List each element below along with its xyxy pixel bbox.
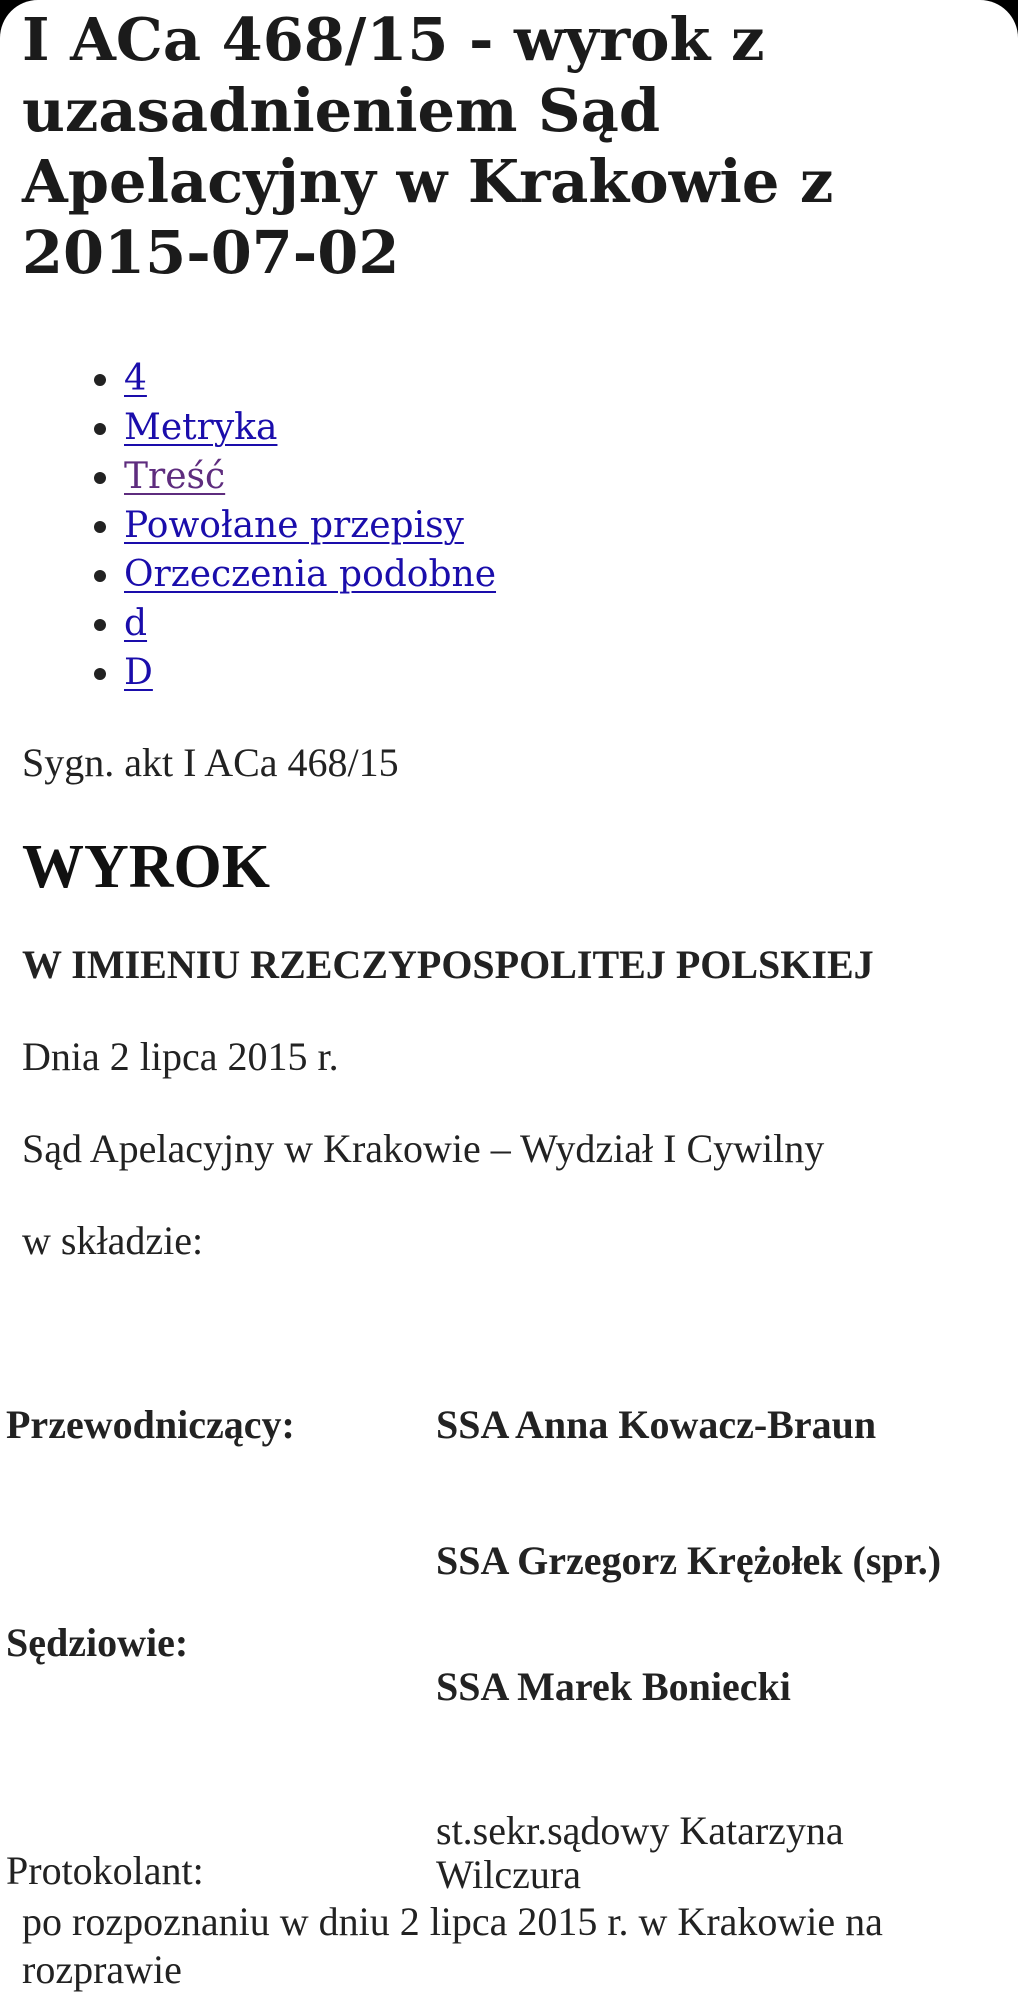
nav-item — [124, 599, 996, 648]
composition-intro: w składzie: — [22, 1218, 204, 1263]
nav-item — [124, 403, 996, 452]
in-name-of-republic: W IMIENIU RZECZYPOSPOLITEJ POLSKIEJ — [22, 942, 874, 987]
nav-link-tresc[interactable]: Treść — [124, 456, 226, 497]
nav-link-4[interactable]: 4 — [124, 358, 147, 399]
nav-link-orzeczenia-podobne[interactable]: Orzeczenia podobne — [124, 554, 497, 595]
nav-item — [124, 354, 996, 403]
nav-link-metryka[interactable]: Metryka — [124, 407, 278, 448]
court-name: Sąd Apelacyjny w Krakowie – Wydział I Cywilny — [22, 1126, 825, 1171]
case-signature: Sygn. akt I ACa 468/15 — [22, 740, 399, 785]
verdict-date: Dnia 2 lipca 2015 r. — [22, 1034, 339, 1079]
verdict-heading: WYROK — [22, 833, 270, 901]
hearing-text: po rozpoznaniu w dniu 2 lipca 2015 r. w Krakowie na rozprawie — [22, 1899, 883, 1992]
nav-link-d-lower[interactable]: d — [124, 603, 148, 644]
clerk-name: st.sekr.sądowy Katarzyna Wilczura — [436, 1808, 844, 1897]
clerk-label: Protokolant: — [6, 1848, 204, 1893]
nav-item — [124, 648, 996, 697]
judge-name: SSA Marek Boniecki — [436, 1664, 791, 1709]
nav-link-d-upper[interactable]: D — [124, 652, 153, 693]
chair-label: Przewodniczący: — [6, 1402, 295, 1447]
nav-item — [124, 452, 996, 501]
document-content — [0, 4, 1018, 1265]
court-panel-table — [0, 1265, 1018, 1905]
judge-name: SSA Grzegorz Krężołek (spr.) — [436, 1538, 942, 1583]
chair-name: SSA Anna Kowacz-Braun — [436, 1402, 877, 1447]
nav-item — [124, 550, 996, 599]
page-title: I ACa 468/15 - wyrok z uzasadnieniem Sąd Apelacyjny w Krakowie z 2015-07-02 — [22, 5, 834, 287]
section-nav — [22, 354, 996, 697]
nav-item — [124, 501, 996, 550]
judges-label: Sędziowie: — [6, 1620, 189, 1665]
nav-link-powolane-przepisy[interactable]: Powołane przepisy — [124, 505, 464, 546]
